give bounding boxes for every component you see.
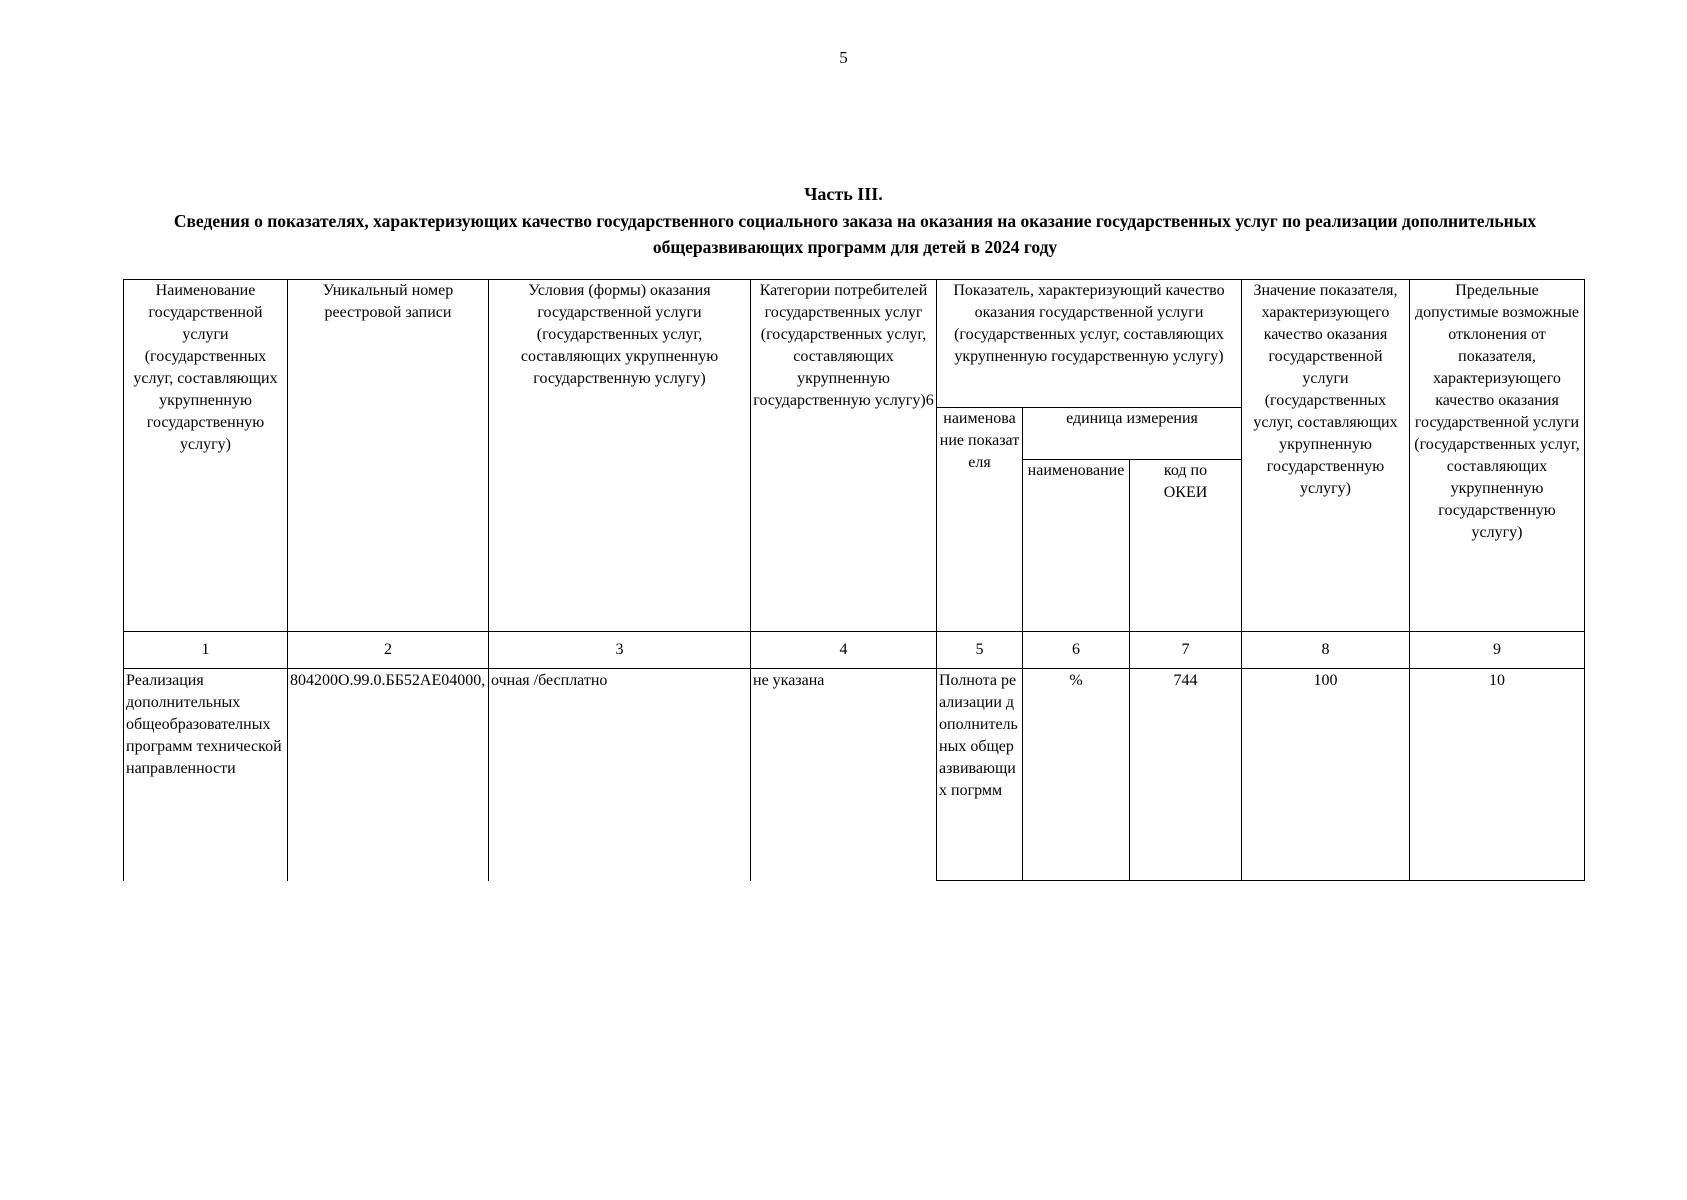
header-allowed-deviation: Предельные допустимые возможные отклонения от показателя, характеризующего качество оказания государственной услуги (государственных услуг, составляющих укрупненную государственную услугу) — [1410, 280, 1585, 632]
column-number: 3 — [489, 632, 751, 669]
header-indicator-group: Показатель, характеризующий качество оказания государственной услуги (государственных услуг, составляющих укрупненную государственную услугу) — [937, 280, 1242, 408]
part-title: Часть III. — [804, 184, 883, 204]
column-number: 6 — [1023, 632, 1130, 669]
column-number: 2 — [288, 632, 489, 669]
cell-indicator-value: 100 — [1242, 669, 1410, 881]
column-number: 4 — [751, 632, 937, 669]
page-number: 5 — [839, 48, 848, 67]
header-conditions: Условия (формы) оказания государственной услуги (государственных услуг, составляющих укрупненную государственную услугу) — [489, 280, 751, 632]
cell-unit-name: % — [1023, 669, 1130, 881]
cell-consumer-category: не указана — [751, 669, 937, 881]
column-number: 5 — [937, 632, 1023, 669]
column-number: 7 — [1130, 632, 1242, 669]
header-service-name: Наименование государственной услуги (государственных услуг, составляющих укрупненную государственную услугу) — [124, 280, 288, 632]
cell-unit-code: 744 — [1130, 669, 1242, 881]
column-number: 1 — [124, 632, 288, 669]
cell-conditions: очная /бесплатно — [489, 669, 751, 881]
quality-indicators-table — [123, 279, 1585, 881]
header-registry-number: Уникальный номер реестровой записи — [288, 280, 489, 632]
header-indicator-value: Значение показателя, характеризующего качество оказания государственной услуги (государственных услуг, составляющих укрупненную государственную услугу) — [1242, 280, 1410, 632]
cell-service-name: Реализация дополнительных общеобразователных программ технической направленности — [124, 669, 288, 881]
cell-allowed-deviation: 10 — [1410, 669, 1585, 881]
header-consumer-category: Категории потребителей государственных услуг (государственных услуг, составляющих укрупненную государственную услугу)6 — [751, 280, 937, 632]
header-indicator-name: наименование показателя — [937, 408, 1023, 632]
document-heading: Сведения о показателях, характеризующих качество государственного социального заказа на оказания на оказание государственных услуг по реализации дополнительных общеразвивающих программ для детей в 2024 году — [173, 211, 1537, 257]
header-unit-name: наименование — [1023, 460, 1130, 632]
cell-registry-number: 804200О.99.0.ББ52АЕ04000, — [288, 669, 489, 881]
column-number: 9 — [1410, 632, 1585, 669]
column-number: 8 — [1242, 632, 1410, 669]
header-unit-code: код по ОКЕИ — [1130, 460, 1242, 632]
header-unit-group: единица измерения — [1023, 408, 1242, 460]
cell-indicator-name: Полнота реализации дополнительных общеразвивающих погрмм — [937, 669, 1023, 881]
